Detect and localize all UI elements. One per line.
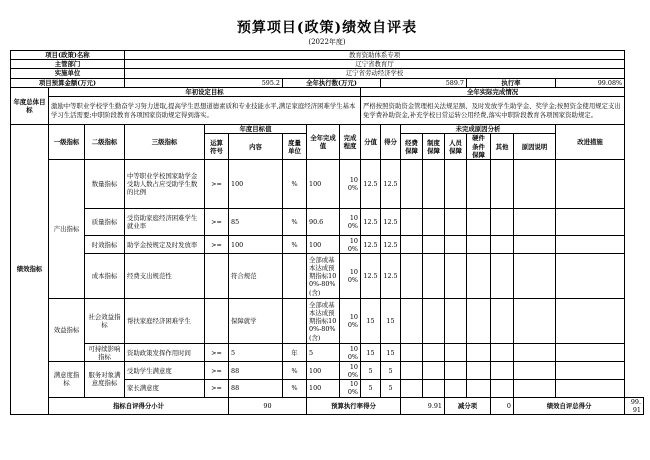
level3-header: 三级指标 xyxy=(125,125,205,160)
unit-cell xyxy=(283,254,307,299)
page-subtitle: (2022年度) xyxy=(308,38,346,46)
quality-indicator-label: 质量指标 xyxy=(85,209,125,236)
perf-indicators-label: 绩效指标 xyxy=(11,125,49,415)
impl-value: 辽宁省劳动经济学校 xyxy=(125,69,625,78)
subtotal-label: 指标自评得分小计 xyxy=(49,397,229,414)
effect-indicator-label: 效益指标 xyxy=(49,299,85,362)
budget-label: 项目预算金额(万元) xyxy=(11,78,125,87)
planned-header: 年初设定目标 xyxy=(49,87,361,96)
completion-cell: 100% xyxy=(340,209,361,236)
level3-cell: 资助政策发挥作用时间 xyxy=(125,344,205,362)
table-row xyxy=(11,344,644,362)
level3-cell: 受助学生满意度 xyxy=(125,362,205,380)
footer-row xyxy=(11,397,644,414)
score-cell: 12.5 xyxy=(381,236,401,254)
table-row xyxy=(11,362,644,380)
evaluation-table xyxy=(10,50,644,415)
content-cell: 88 xyxy=(229,362,283,380)
content-cell: 保障就学 xyxy=(229,299,283,344)
score-value-cell: 12.5 xyxy=(361,236,381,254)
actual-cell: 100 xyxy=(307,236,340,254)
reason-other-header: 其他 xyxy=(491,134,514,160)
unit-cell: % xyxy=(283,160,307,209)
score-cell: 5 xyxy=(381,380,401,397)
actual-cell: 100 xyxy=(307,380,340,397)
op-header: 运算符号 xyxy=(205,134,229,160)
unfinished-header: 未完成原因分析 xyxy=(401,125,556,134)
completion-cell: 100% xyxy=(340,236,361,254)
completion-cell: 100% xyxy=(340,254,361,299)
content-cell: 88 xyxy=(229,380,283,397)
actual-text: 严格按照资助资金管理相关法规足额、及时发放学生助学金、奖学金;按照资金使用规定支出免学费补助资金,补充学校日常运转公用经费,落实中职阶段教育各项国家资助规定。 xyxy=(361,97,625,125)
level3-cell: 中等职业学校国家助学金受助人数占应受助学生数的比例 xyxy=(125,160,205,209)
completion-cell: 100% xyxy=(340,380,361,397)
budget-value: 595.2 xyxy=(125,78,283,87)
total-label: 绩效自评总得分 xyxy=(514,397,625,414)
level1-header: 一级指标 xyxy=(49,125,85,160)
sustain-indicator-label: 可持续影响指标 xyxy=(85,344,125,362)
deduct-label: 减分项 xyxy=(445,397,491,414)
reason-staff-header: 人员保障 xyxy=(445,134,467,160)
quantity-indicator-label: 数量指标 xyxy=(85,160,125,209)
content-cell: 符合规范 xyxy=(229,254,283,299)
completion-cell: 100% xyxy=(340,160,361,209)
level3-cell: 家长满意度 xyxy=(125,380,205,397)
score-value-cell: 12.5 xyxy=(361,160,381,209)
project-name-label: 项目(政策)名称 xyxy=(11,51,125,60)
op-cell xyxy=(205,299,229,344)
completion-cell: 100% xyxy=(340,344,361,362)
content-cell: 100 xyxy=(229,236,283,254)
score-cell: 12.5 xyxy=(381,160,401,209)
actual-cell: 90.6 xyxy=(307,209,340,236)
op-cell: >= xyxy=(205,160,229,209)
score-cell: 15 xyxy=(381,344,401,362)
content-header: 内容 xyxy=(229,134,283,160)
content-cell: 85 xyxy=(229,209,283,236)
unit-cell xyxy=(283,299,307,344)
reason-note-header: 原因说明 xyxy=(514,134,556,160)
rate-value: 99.08% xyxy=(556,78,625,87)
timeliness-indicator-label: 时效指标 xyxy=(85,236,125,254)
unit-cell: % xyxy=(283,380,307,397)
content-cell: 100 xyxy=(229,160,283,209)
social-indicator-label: 社会效益指标 xyxy=(85,299,125,344)
reason-funding-header: 经费保障 xyxy=(401,134,423,160)
output-indicator-label: 产出指标 xyxy=(49,160,85,299)
actual-cell: 全部或基本达成预期指标100%-80%(含) xyxy=(307,254,340,299)
rate-label: 执行率 xyxy=(467,78,556,87)
exec-label: 全年执行数(万元) xyxy=(283,78,381,87)
project-name-value: 教育资助体系专项 xyxy=(125,51,625,60)
op-cell: >= xyxy=(205,236,229,254)
subtotal-value: 90 xyxy=(229,397,307,414)
unit-cell: 年 xyxy=(283,344,307,362)
unit-cell: % xyxy=(283,236,307,254)
goals-label: 年度总体目标 xyxy=(11,87,49,124)
satisfaction-indicator-label: 满意度指标 xyxy=(49,362,85,397)
reason-system-header: 制度保障 xyxy=(423,134,445,160)
table-row xyxy=(11,299,644,344)
completion-cell: 100% xyxy=(340,362,361,380)
op-cell: >= xyxy=(205,344,229,362)
impl-label: 实施单位 xyxy=(11,69,125,78)
reason-hardware-header: 硬件条件保障 xyxy=(467,134,491,160)
budget-score-label: 预算执行率得分 xyxy=(307,397,401,414)
score-cell: 15 xyxy=(381,299,401,344)
score-cell: 12.5 xyxy=(381,254,401,299)
level3-cell: 助学金按规定及时发放率 xyxy=(125,236,205,254)
table-row xyxy=(11,160,644,209)
score-value-cell: 15 xyxy=(361,344,381,362)
actual-cell: 全部或基本达成预期指标100%-80%(含) xyxy=(307,299,340,344)
level3-cell: 受资助家庭经济困难学生就业率 xyxy=(125,209,205,236)
actual-cell: 5 xyxy=(307,344,340,362)
total-value: 99.91 xyxy=(625,397,644,414)
score-cell: 5 xyxy=(381,362,401,380)
table-row xyxy=(11,209,644,236)
unit-cell: % xyxy=(283,362,307,380)
actual-cell: 100 xyxy=(307,362,340,380)
budget-score-value: 9.91 xyxy=(401,397,445,414)
planned-text: 激励中等职业学校学生勤奋学习努力进取,提高学生思想道德素质和专业技能水平,满足家庭经济困难学生基本学习生活需要;中职阶段教育各项国家资助规定得到落实。 xyxy=(49,97,361,125)
dept-label: 主管部门 xyxy=(11,60,125,69)
completion-header: 完成程度 xyxy=(340,125,361,160)
unit-header: 度量单位 xyxy=(283,134,307,160)
completion-cell: 100% xyxy=(340,299,361,344)
exec-value: 589.7 xyxy=(381,78,467,87)
level2-header: 二级指标 xyxy=(85,125,125,160)
op-cell xyxy=(205,254,229,299)
op-cell: >= xyxy=(205,362,229,380)
op-cell: >= xyxy=(205,209,229,236)
measures-header: 改进措施 xyxy=(556,125,625,160)
score-value-header: 分值 xyxy=(361,125,381,160)
score-value-cell: 5 xyxy=(361,380,381,397)
deduct-value: 0 xyxy=(491,397,514,414)
score-value-cell: 5 xyxy=(361,362,381,380)
table-row xyxy=(11,254,644,299)
level3-cell: 经费支出规范性 xyxy=(125,254,205,299)
op-cell: >= xyxy=(205,380,229,397)
level3-cell: 帮扶家庭经济困难学生 xyxy=(125,299,205,344)
service-sat-indicator-label: 服务对象满意度指标 xyxy=(85,362,125,397)
content-cell: 5 xyxy=(229,344,283,362)
score-value-cell: 12.5 xyxy=(361,254,381,299)
dept-value: 辽宁省教育厅 xyxy=(125,60,625,69)
score-value-cell: 12.5 xyxy=(361,209,381,236)
actual-header: 全年实际完成情况 xyxy=(361,87,625,96)
table-row xyxy=(11,236,644,254)
evaluation-sheet xyxy=(10,5,644,415)
page-title: 预算项目(政策)绩效自评表 xyxy=(236,20,418,36)
annual-target-header: 年度目标值 xyxy=(205,125,307,134)
score-value-cell: 15 xyxy=(361,299,381,344)
actual-header: 全年完成值 xyxy=(307,125,340,160)
unit-cell: % xyxy=(283,209,307,236)
score-cell: 12.5 xyxy=(381,209,401,236)
actual-cell: 100 xyxy=(307,160,340,209)
score-header: 得分 xyxy=(381,125,401,160)
cost-indicator-label: 成本指标 xyxy=(85,254,125,299)
